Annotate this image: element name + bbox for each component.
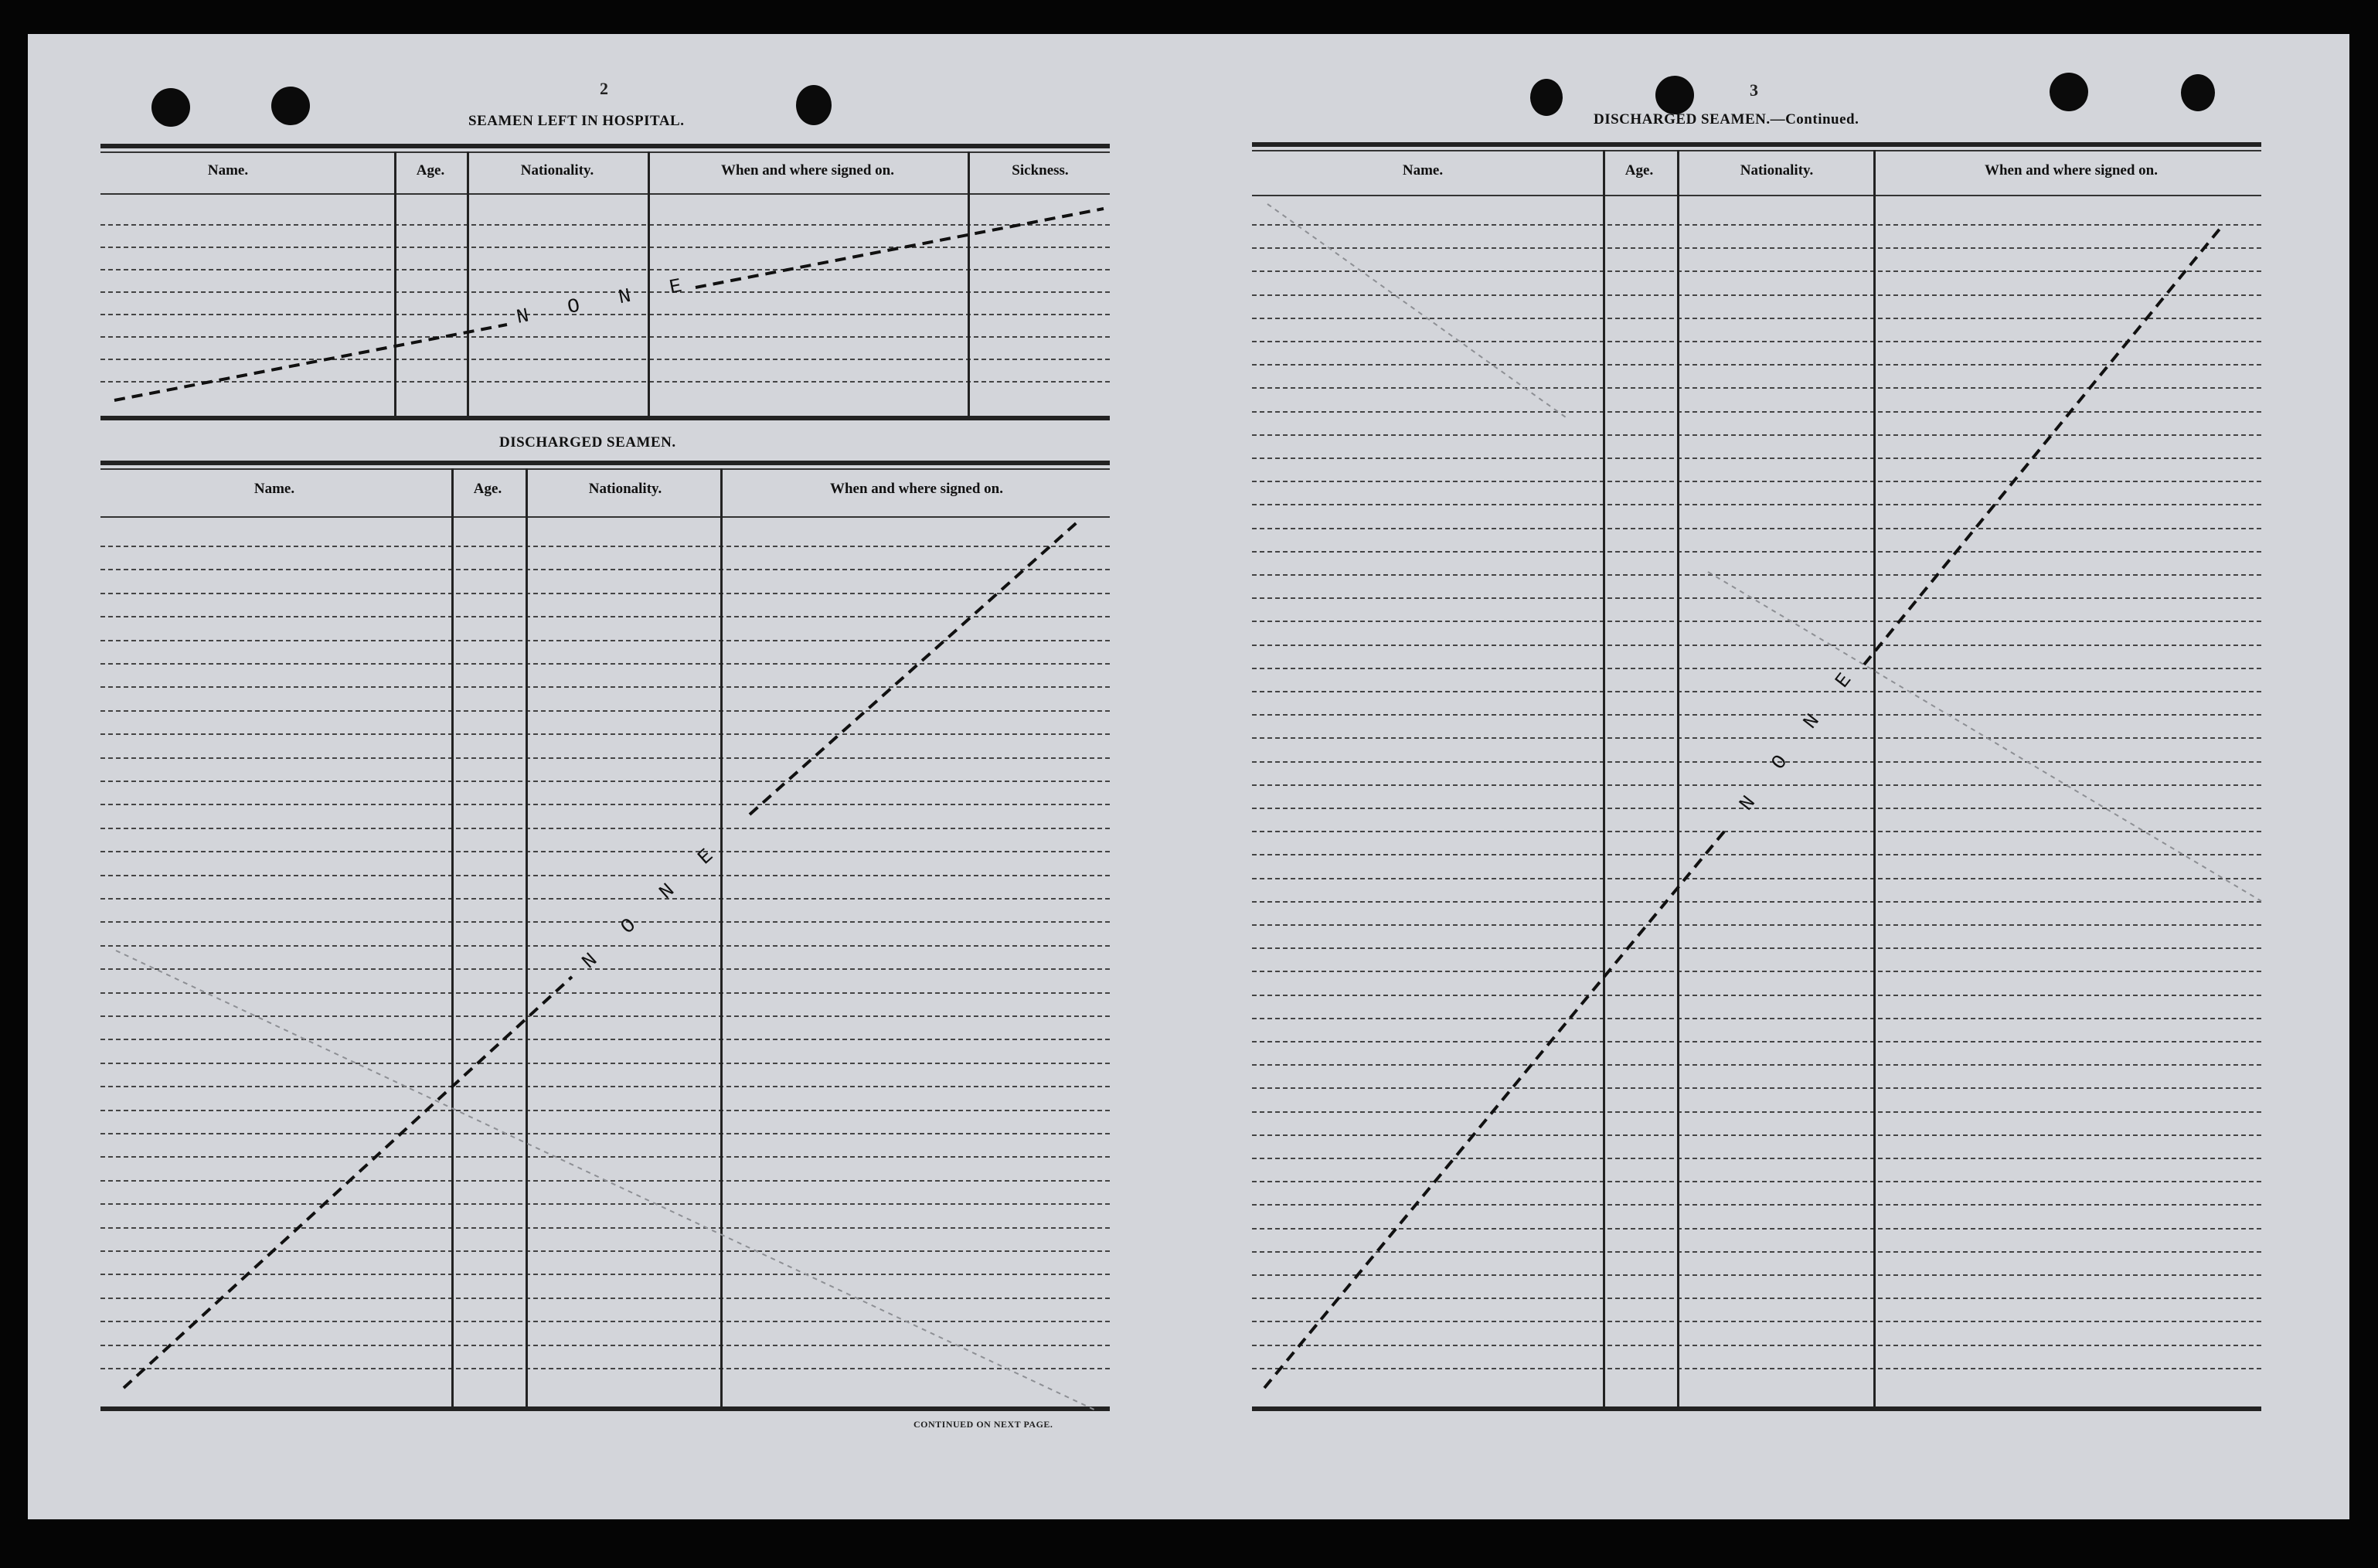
discharged-none-line <box>750 519 1080 815</box>
continued-none-line <box>1264 827 1728 1388</box>
hospital-col-nationality: Nationality. <box>520 162 594 179</box>
hospital-none-line <box>696 209 1104 287</box>
discharged-section-title: DISCHARGED SEAMEN. <box>499 434 676 451</box>
continued-none-text: N O N E <box>1734 658 1866 815</box>
discharged-col-nationality: Nationality. <box>588 481 662 497</box>
discharged-col-signed-on: When and where signed on. <box>829 481 1003 497</box>
bleed-through-line <box>116 951 1097 1411</box>
page-number-right: 3 <box>1750 80 1758 100</box>
hospital-col-sickness: Sickness. <box>1012 162 1069 179</box>
continued-col-name: Name. <box>1402 162 1444 179</box>
continued-none-line <box>1864 227 2221 665</box>
discharged-none-line <box>124 977 572 1388</box>
continued-col-age: Age. <box>1624 162 1654 179</box>
discharged-col-name: Name. <box>253 481 295 497</box>
hospital-col-signed-on: When and where signed on. <box>720 162 894 179</box>
hospital-col-name: Name. <box>207 162 249 179</box>
hospital-section-title: SEAMEN LEFT IN HOSPITAL. <box>468 113 685 129</box>
hospital-none-text: N O N E <box>514 271 698 329</box>
continued-footer: CONTINUED ON NEXT PAGE. <box>913 1419 1053 1430</box>
bleed-through-line <box>1267 204 1566 417</box>
continued-col-nationality: Nationality. <box>1740 162 1814 179</box>
hospital-col-age: Age. <box>416 162 445 179</box>
hospital-none-line <box>114 325 507 400</box>
page-number-left: 2 <box>600 79 608 98</box>
continued-col-signed-on: When and where signed on. <box>1984 162 2158 179</box>
discharged-continued-title: DISCHARGED SEAMEN.—Continued. <box>1594 111 1859 128</box>
discharged-col-age: Age. <box>473 481 502 497</box>
discharged-none-text: N O N E <box>577 835 729 974</box>
